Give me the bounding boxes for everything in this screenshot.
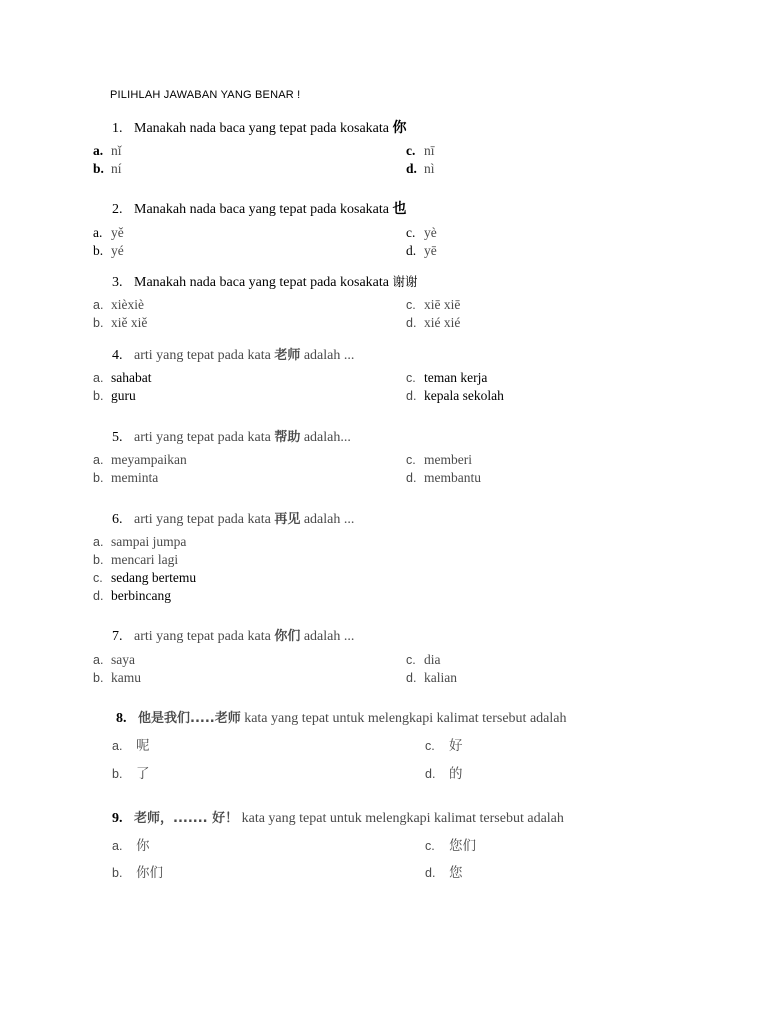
question-text-end: adalah...: [303, 430, 351, 445]
option-d[interactable]: [93, 589, 171, 603]
option-letter: b.: [93, 471, 104, 485]
option-letter: d.: [406, 471, 417, 485]
option-letter: d.: [425, 866, 436, 880]
option-b[interactable]: [93, 471, 158, 485]
option-text: xièxiè: [111, 297, 144, 312]
option-c[interactable]: [406, 144, 435, 158]
option-c[interactable]: [425, 839, 476, 854]
option-d[interactable]: [406, 471, 481, 485]
question-word: 也: [392, 201, 407, 217]
option-a[interactable]: [93, 226, 124, 240]
option-letter: c.: [425, 739, 435, 753]
option-letter: a.: [93, 225, 103, 240]
option-letter: a.: [93, 535, 104, 549]
option-text: dia: [424, 652, 441, 667]
option-text: membantu: [424, 470, 481, 485]
option-c[interactable]: [406, 653, 441, 667]
option-text: 您们: [449, 838, 476, 854]
question-number: 3.: [112, 275, 123, 290]
option-letter: d.: [406, 671, 417, 685]
question-word: 你: [392, 120, 407, 136]
option-letter: a.: [93, 371, 104, 385]
question-text: Manakah nada baca yang tepat pada kosakata: [134, 121, 389, 136]
option-text: teman kerja: [424, 370, 488, 385]
option-c[interactable]: [406, 453, 472, 467]
question-number: 7.: [112, 629, 123, 644]
option-text: 呢: [136, 738, 150, 754]
question-word: 你们: [274, 629, 301, 644]
option-text: nì: [424, 161, 435, 176]
option-letter: c.: [406, 453, 416, 467]
option-text: guru: [111, 388, 136, 403]
option-text: sampai jumpa: [111, 534, 187, 549]
option-text: nī: [424, 143, 435, 158]
option-letter: b.: [93, 243, 104, 258]
question-number: 5.: [112, 430, 123, 445]
option-b[interactable]: [112, 866, 163, 881]
option-letter: b.: [93, 553, 104, 567]
option-letter: c.: [406, 143, 416, 158]
option-letter: a.: [93, 298, 104, 312]
question-text: Manakah nada baca yang tepat pada kosakata: [134, 202, 389, 217]
question-sentence: 老师，....... 好！: [134, 811, 239, 826]
page-title: PILIHLAH JAWABAN YANG BENAR !: [110, 89, 301, 101]
option-text: yē: [424, 243, 437, 258]
option-c[interactable]: [425, 739, 463, 754]
option-letter: d.: [406, 316, 417, 330]
question-5: [112, 431, 351, 445]
option-b[interactable]: [112, 767, 150, 782]
question-7: [112, 630, 354, 644]
option-text: xiě xiě: [111, 315, 148, 330]
option-b[interactable]: [93, 671, 141, 685]
option-text: 了: [136, 766, 150, 782]
question-4: [112, 349, 354, 363]
question-text: arti yang tepat pada kata: [134, 629, 271, 644]
option-c[interactable]: [406, 226, 437, 240]
question-text-end: adalah ...: [303, 629, 355, 644]
question-number: 6.: [112, 512, 123, 527]
option-letter: c.: [425, 839, 435, 853]
option-a[interactable]: [93, 535, 186, 549]
option-text: yè: [424, 225, 437, 240]
option-letter: a.: [112, 839, 123, 853]
option-text: nǐ: [111, 143, 122, 158]
option-a[interactable]: [93, 144, 122, 158]
question-number: 2.: [112, 202, 123, 217]
option-letter: c.: [406, 371, 416, 385]
option-b[interactable]: [93, 162, 122, 176]
option-b[interactable]: [93, 389, 136, 403]
option-text: mencari lagi: [111, 552, 179, 567]
option-d[interactable]: [406, 389, 504, 403]
question-word: 帮助: [274, 430, 301, 445]
option-letter: a.: [112, 739, 123, 753]
question-text: arti yang tepat pada kata: [134, 430, 271, 445]
option-letter: d.: [406, 243, 417, 258]
option-letter: d.: [406, 389, 417, 403]
option-text: kalian: [424, 670, 457, 685]
option-letter: b.: [112, 866, 123, 880]
option-text: 的: [449, 766, 463, 782]
option-letter: d.: [93, 589, 104, 603]
option-a[interactable]: [93, 453, 187, 467]
option-letter: c.: [406, 298, 416, 312]
option-d[interactable]: [425, 767, 463, 782]
question-word: 谢谢: [392, 274, 418, 289]
option-text: 你: [136, 838, 150, 854]
option-a[interactable]: [112, 739, 150, 754]
option-text: 你们: [136, 865, 163, 881]
question-number: 4.: [112, 348, 123, 363]
option-letter: c.: [406, 653, 416, 667]
option-text: 好: [449, 738, 463, 754]
question-number: 1.: [112, 121, 123, 136]
option-text: meyampaikan: [111, 452, 187, 467]
option-a[interactable]: [93, 653, 135, 667]
option-text: sedang bertemu: [111, 570, 197, 585]
option-text: kepala sekolah: [424, 388, 504, 403]
option-letter: b.: [112, 767, 123, 781]
option-letter: c.: [93, 571, 103, 585]
question-text-end: adalah ...: [303, 512, 355, 527]
option-c[interactable]: [93, 571, 196, 585]
question-text: arti yang tepat pada kata: [134, 512, 271, 527]
option-letter: b.: [93, 389, 104, 403]
question-text-end: kata yang tepat untuk melengkapi kalimat tersebut adalah: [241, 811, 564, 826]
option-letter: d.: [406, 161, 417, 176]
question-text: arti yang tepat pada kata: [134, 348, 271, 363]
option-letter: c.: [406, 225, 416, 240]
question-8: [116, 712, 566, 726]
option-d[interactable]: [425, 866, 463, 881]
option-letter: b.: [93, 671, 104, 685]
option-text: sahabat: [111, 370, 152, 385]
option-b[interactable]: [93, 316, 147, 330]
question-sentence: 他是我们.....老师: [138, 711, 241, 726]
option-letter: b.: [93, 316, 104, 330]
option-letter: b.: [93, 161, 104, 176]
option-d[interactable]: [406, 162, 435, 176]
option-text: memberi: [424, 452, 472, 467]
option-d[interactable]: [406, 671, 457, 685]
question-2: [112, 202, 407, 217]
option-letter: a.: [93, 143, 104, 158]
option-d[interactable]: [406, 316, 460, 330]
option-letter: a.: [93, 453, 104, 467]
option-letter: d.: [425, 767, 436, 781]
question-3: [112, 276, 418, 290]
option-d[interactable]: [406, 244, 437, 258]
question-6: [112, 513, 354, 527]
option-text: xiē xiē: [424, 297, 461, 312]
question-9: [112, 812, 564, 826]
option-text: 您: [449, 865, 463, 881]
question-number: 9.: [112, 811, 123, 826]
question-word: 老师: [274, 348, 301, 363]
option-a[interactable]: [93, 371, 151, 385]
option-text: kamu: [111, 670, 141, 685]
option-letter: a.: [93, 653, 104, 667]
question-text-end: kata yang tepat untuk melengkapi kalimat tersebut adalah: [244, 711, 567, 726]
option-text: yé: [111, 243, 124, 258]
option-text: meminta: [111, 470, 159, 485]
question-1: [112, 121, 407, 136]
option-text: berbincang: [111, 588, 171, 603]
question-word: 再见: [274, 512, 301, 527]
question-number: 8.: [116, 711, 127, 726]
option-b[interactable]: [93, 553, 178, 567]
option-text: yě: [111, 225, 124, 240]
option-b[interactable]: [93, 244, 124, 258]
option-a[interactable]: [112, 839, 150, 854]
question-text: Manakah nada baca yang tepat pada kosakata: [134, 275, 389, 290]
option-c[interactable]: [406, 298, 460, 312]
question-text-end: adalah ...: [303, 348, 355, 363]
option-a[interactable]: [93, 298, 144, 312]
option-text: xié xié: [424, 315, 461, 330]
option-text: ní: [111, 161, 122, 176]
option-text: saya: [111, 652, 135, 667]
option-c[interactable]: [406, 371, 487, 385]
